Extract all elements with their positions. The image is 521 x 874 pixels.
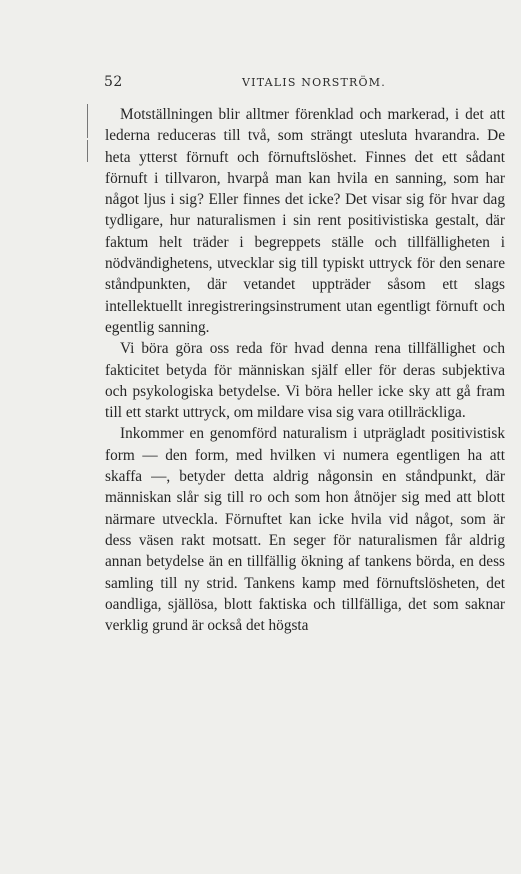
margin-mark-bottom	[87, 140, 88, 162]
page-header	[104, 74, 505, 96]
paragraph-2: Vi böra göra oss reda för hvad denna rena tillfällighet och fakticitet betyda för människan själf eller för deras subjektiva och psykologiska betydelse. Vi böra heller icke sky att gå fram till ett starkt uttryck, om mildare visa sig vara otillräckliga.	[105, 340, 505, 422]
paragraph-1: Motställningen blir alltmer förenklad och markerad, i det att lederna reduceras till två, som strängt utesluta hvarandra. De heta ytterst förnuft och förnuftslöshet. Finnes det ett sådant förnuft i tillvaron, hvarpå man kan hvila en sanning, som har något ljus i sig? Eller finnes det icke? Det visar sig för hvar dag tydligare, hur naturalismen i sin rent positivistiska gestalt, där faktum helt träder i begreppets ställe och tillfälligheten i nödvändighetens, utvecklar sig till typiskt uttryck för den senare ståndpunkten, där vetandet uppträder såsom ett slags intellektuellt inregistreringsinstrument utan egentligt förnuft och egentlig sanning.	[105, 106, 505, 336]
margin-mark-top	[87, 104, 88, 138]
running-head: VITALIS NORSTRÖM.	[242, 76, 386, 89]
body-text	[105, 104, 505, 636]
page-number: 52	[104, 74, 123, 90]
paragraph-3: Inkommer en genomförd naturalism i utprägladt positivistisk form — den form, med hvilken vi numera egentligen ha att skaffa —, betyder detta aldrig någonsin en ståndpunkt, där människan slår sig till ro och som hon åtnöjer sig med att blott närmare utveckla. Förnuftet kan icke hvila vid något, som är dess väsen rakt motsatt. En seger för naturalismen får aldrig annan betydelse än en tillfällig ökning af tankens börda, en dess samling till ny strid. Tankens kamp med förnuftslösheten, det oandliga, själlösa, blott faktiska och tillfälliga, det som saknar verklig grund är också det högsta	[105, 425, 505, 635]
